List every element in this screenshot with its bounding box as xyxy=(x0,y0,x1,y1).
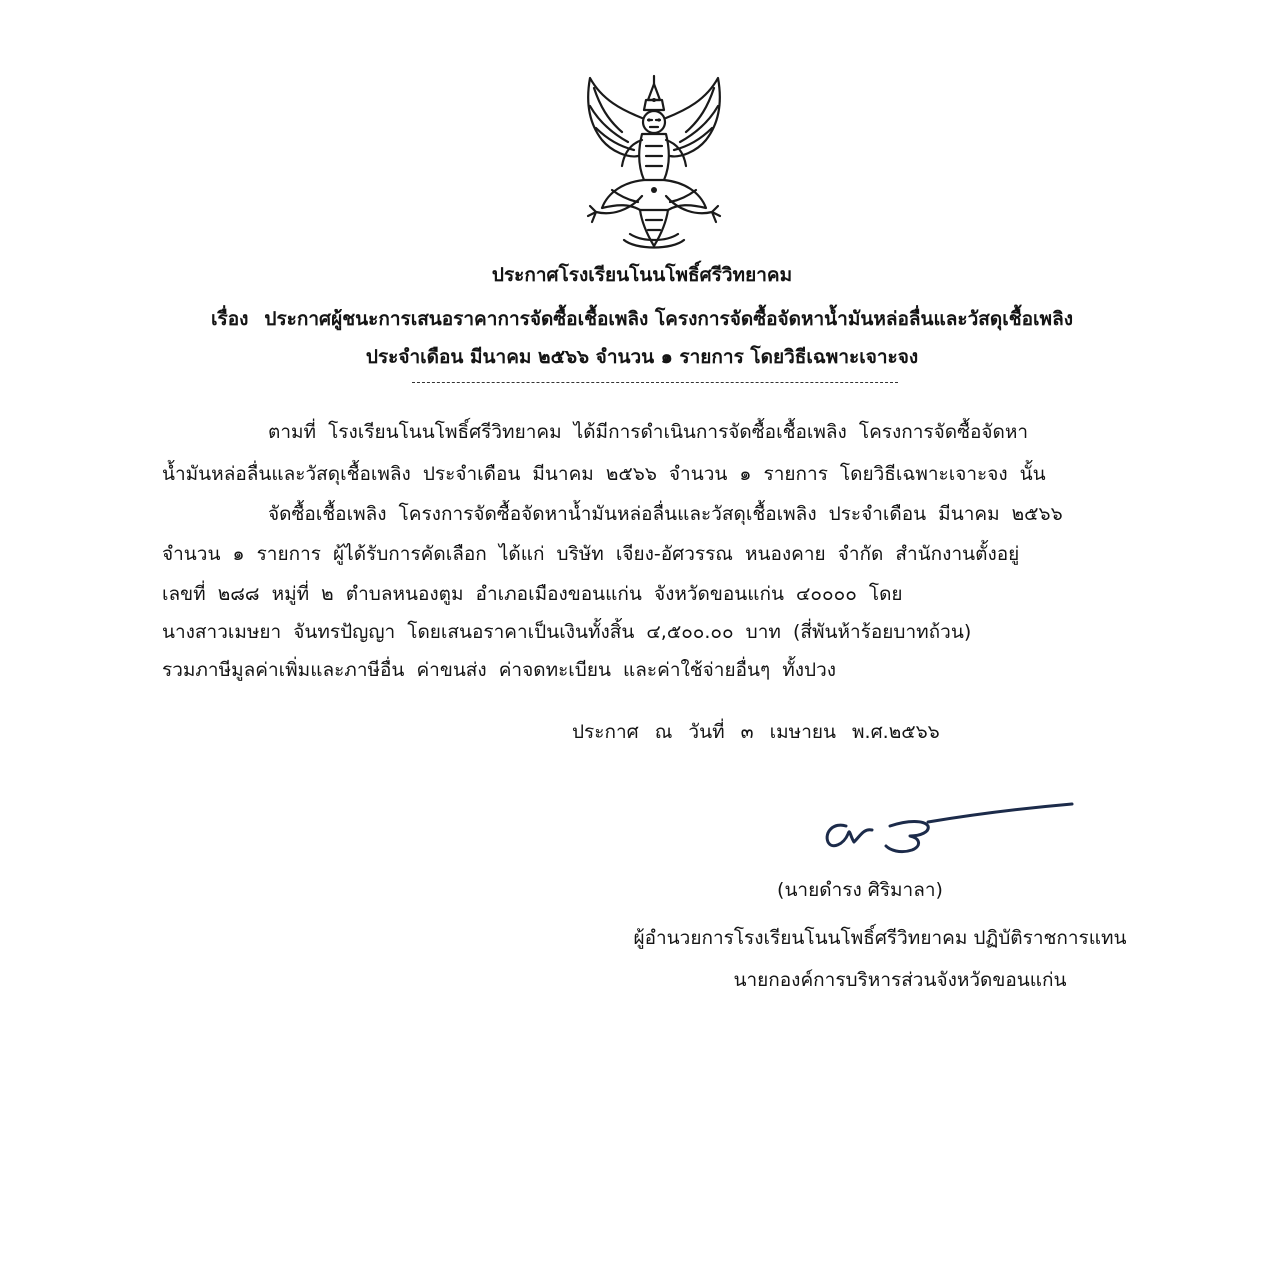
subject-line xyxy=(0,306,1284,332)
body-line: เลขที่ ๒๘๘ หมู่ที่ ๒ ตำบลหนองตูม อำเภอเมืองขอนแก่น จังหวัดขอนแก่น ๔๐๐๐๐ โดย xyxy=(162,583,903,605)
subject-label: เรื่อง xyxy=(211,308,249,330)
body-line: ตามที่ โรงเรียนโนนโพธิ์ศรีวิทยาคม ได้มีการดำเนินการจัดซื้อเชื้อเพลิง โครงการจัดซื้อจัดหา xyxy=(268,421,1029,443)
announcement-date: ประกาศ ณ วันที่ ๓ เมษายน พ.ศ.๒๕๖๖ xyxy=(572,721,940,743)
signatory-name: (นายดำรง ศิริมาลา) xyxy=(777,879,943,901)
body-line: จัดซื้อเชื้อเพลิง โครงการจัดซื้อจัดหาน้ำมันหล่อลื่นและวัสดุเชื้อเพลิง ประจำเดือน มีนาคม ๒๕๖๖ xyxy=(268,503,1063,525)
body-line: น้ำมันหล่อลื่นและวัสดุเชื้อเพลิง ประจำเดือน มีนาคม ๒๕๖๖ จำนวน ๑ รายการ โดยวิธีเฉพาะเจาะจง นั้น xyxy=(162,463,1046,485)
body-line: นางสาวเมษยา จันทรปัญญา โดยเสนอราคาเป็นเงินทั้งสิ้น ๔,๕๐๐.๐๐ บาท (สี่พันห้าร้อยบาทถ้วน) xyxy=(162,621,972,643)
signature-icon xyxy=(816,796,1078,860)
body-line: จำนวน ๑ รายการ ผู้ได้รับการคัดเลือก ได้แก่ บริษัท เจียง-อัศวรรณ หนองคาย จำกัด สำนักงานตั้งอยู่ xyxy=(162,543,1020,565)
body-line: รวมภาษีมูลค่าเพิ่มและภาษีอื่น ค่าขนส่ง ค่าจดทะเบียน และค่าใช้จ่ายอื่นๆ ทั้งปวง xyxy=(162,659,837,681)
signatory-position-2: นายกองค์การบริหารส่วนจังหวัดขอนแก่น xyxy=(733,969,1067,991)
garuda-emblem-icon xyxy=(572,70,736,256)
subject-text: ประกาศผู้ชนะการเสนอราคาการจัดซื้อเชื้อเพลิง โครงการจัดซื้อจัดหาน้ำมันหล่อลื่นและวัสดุเชื้อเพลิง xyxy=(264,308,1073,330)
dashed-divider xyxy=(412,382,898,383)
subject-line-2: ประจำเดือน มีนาคม ๒๕๖๖ จำนวน ๑ รายการ โดยวิธีเฉพาะเจาะจง xyxy=(365,346,919,368)
signatory-position: ผู้อำนวยการโรงเรียนโนนโพธิ์ศรีวิทยาคม ปฏิบัติราชการแทน xyxy=(633,927,1127,949)
announcement-title: ประกาศโรงเรียนโนนโพธิ์ศรีวิทยาคม xyxy=(491,264,793,286)
